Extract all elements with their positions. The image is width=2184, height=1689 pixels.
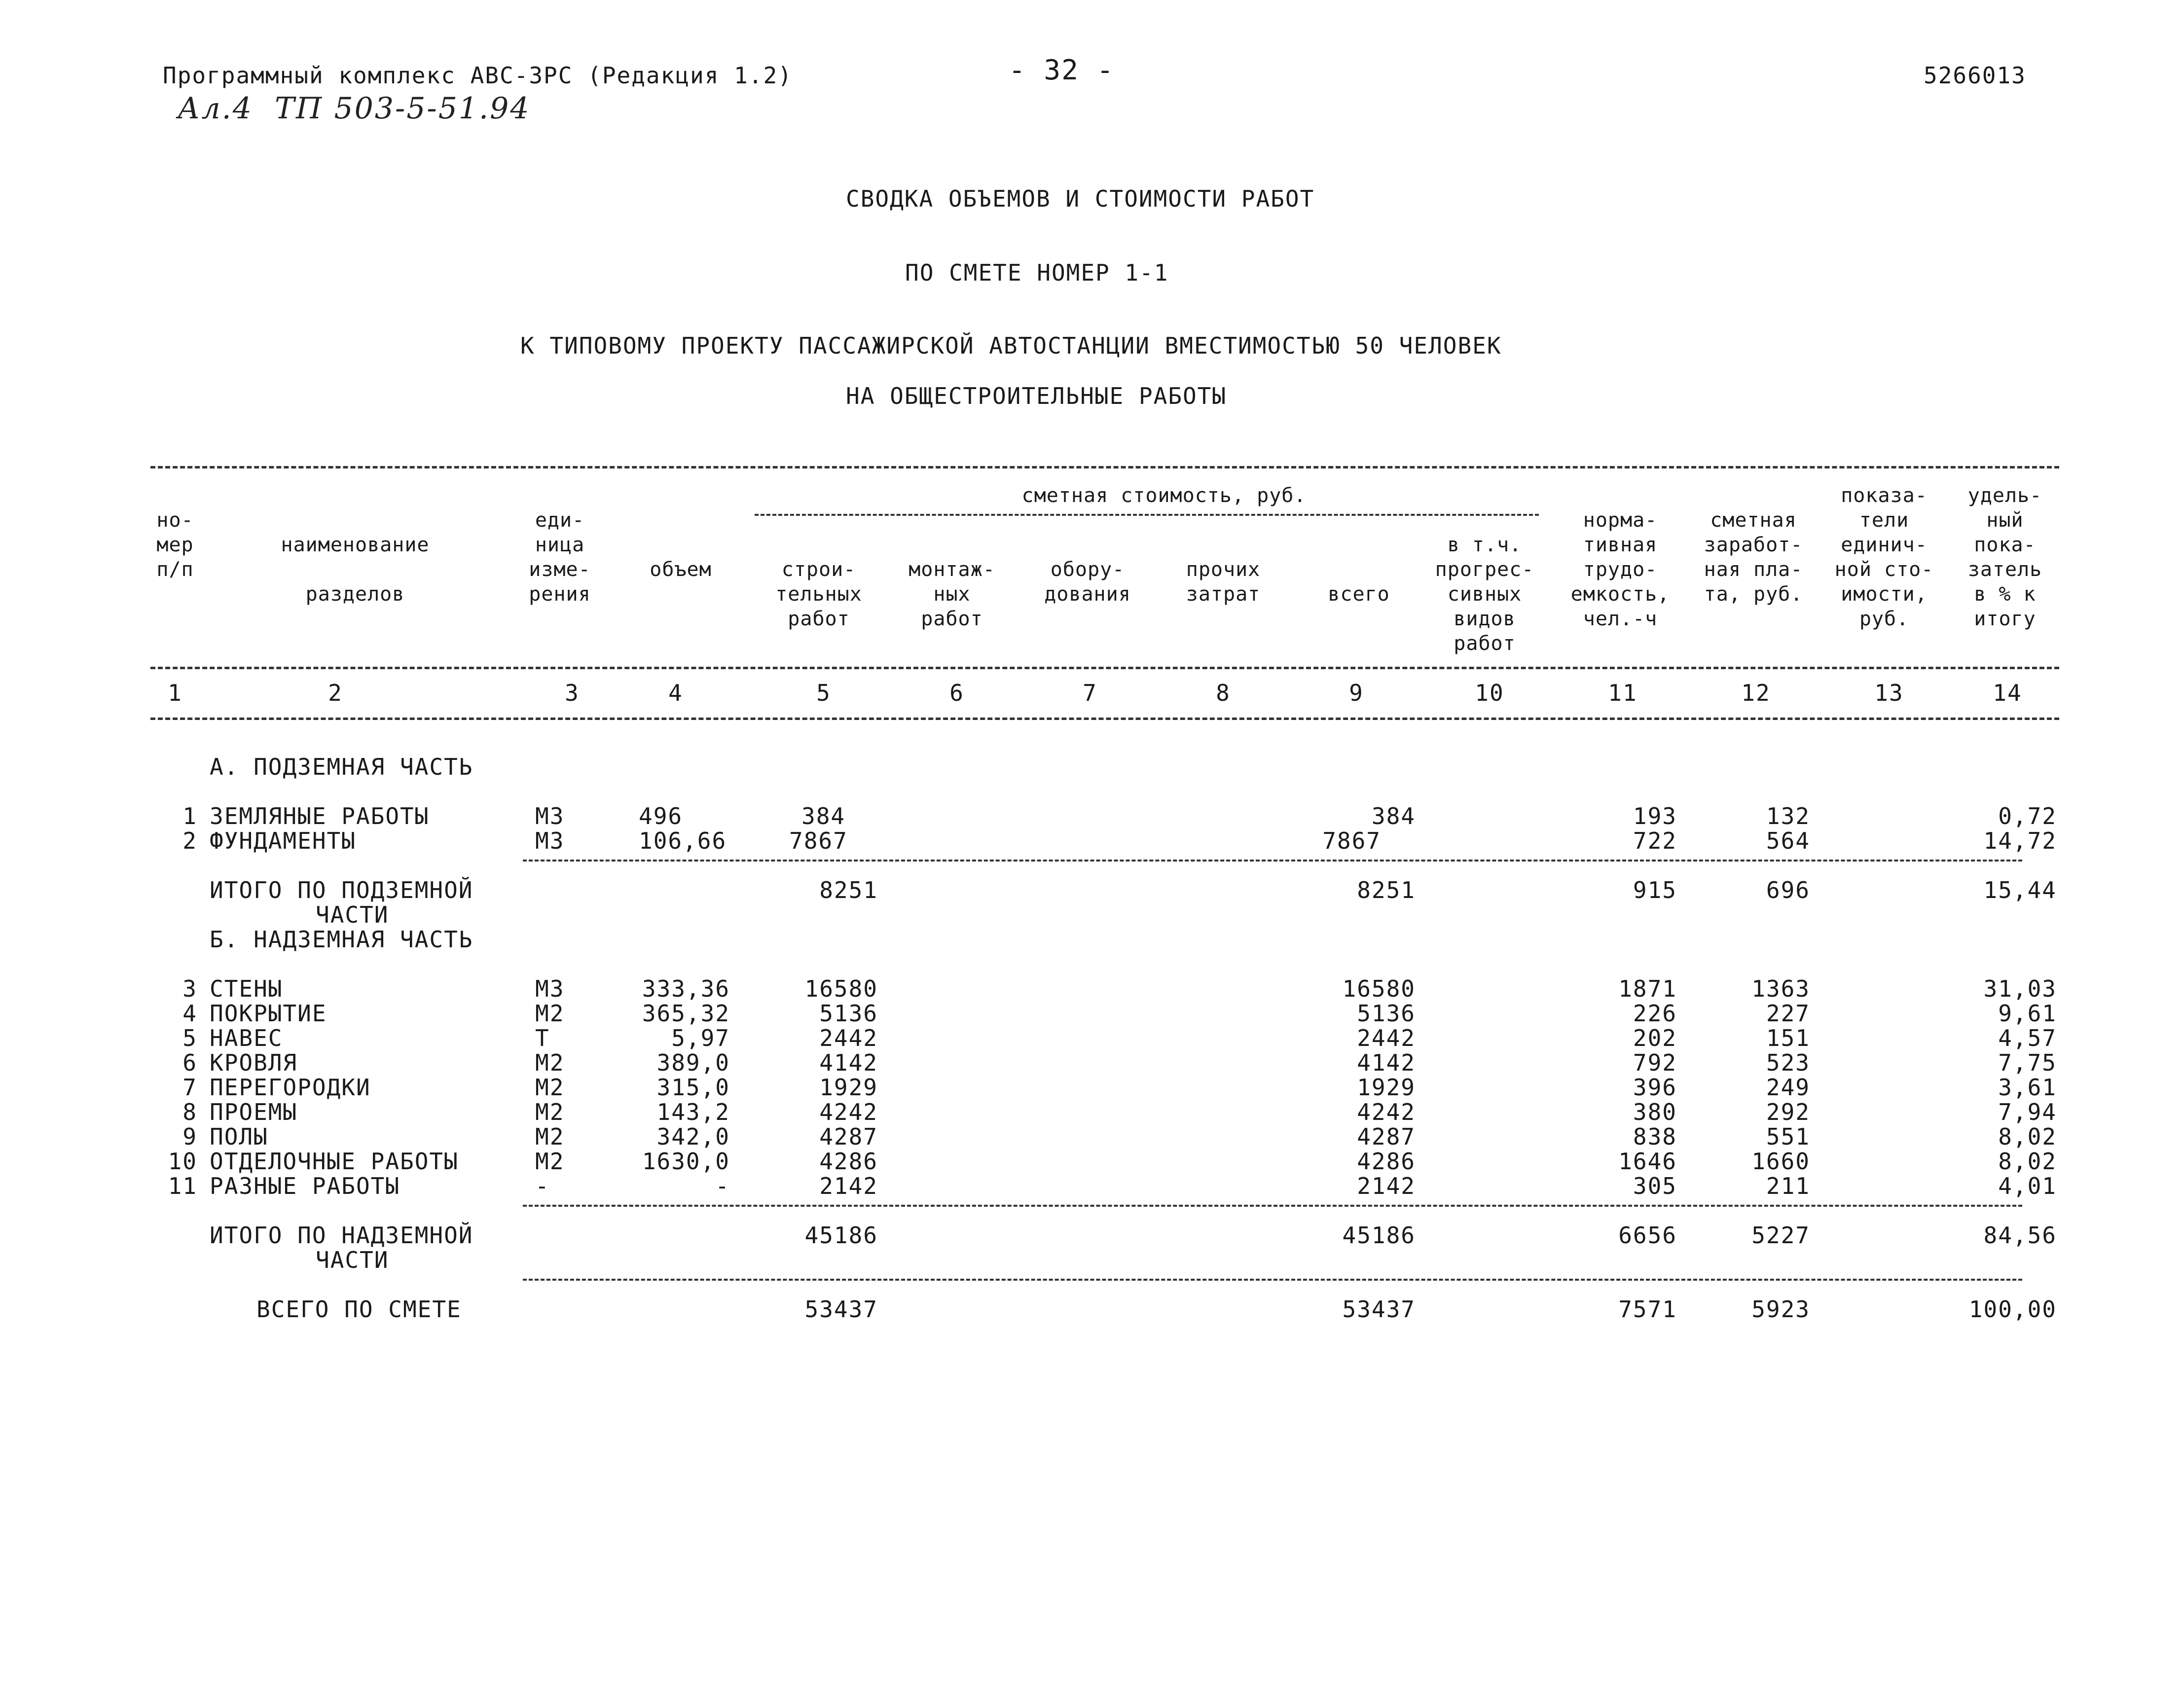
row-name: НАВЕС	[210, 1025, 283, 1051]
row-share: 0,72	[1998, 803, 2057, 829]
title-line-4: НА ОБЩЕСТРОИТЕЛЬНЫЕ РАБОТЫ	[846, 383, 1227, 409]
col-installation-header: монтаж- ных работ	[909, 558, 995, 630]
row-construction: 2442	[819, 1025, 878, 1051]
col-num: 6	[949, 680, 964, 706]
row-total: 16580	[1342, 975, 1416, 1002]
col-name-header-2: разделов	[305, 583, 405, 606]
col-number-header: но- мер п/п	[156, 509, 194, 581]
row-name: ПРОЕМЫ	[210, 1099, 298, 1125]
row-construction: 4142	[819, 1049, 878, 1076]
row-share: 4,57	[1998, 1025, 2057, 1051]
col-construction-header: строи- тельных работ	[775, 558, 862, 630]
row-number: 2	[182, 827, 197, 854]
row-total: 4286	[1357, 1148, 1416, 1175]
subtotal-label-2: ЧАСТИ	[316, 901, 389, 928]
row-construction: 5136	[819, 1000, 878, 1027]
row-name: СТЕНЫ	[210, 975, 283, 1002]
grand-total-total: 53437	[1342, 1296, 1416, 1323]
row-labor: 838	[1633, 1123, 1677, 1150]
row-labor: 1646	[1618, 1148, 1677, 1175]
row-wage: 551	[1766, 1123, 1810, 1150]
row-total: 5136	[1357, 1000, 1416, 1027]
row-volume: 342,0	[656, 1123, 730, 1150]
row-share: 31,03	[1983, 975, 2057, 1002]
row-construction: 4286	[819, 1148, 878, 1175]
col-labor-header: норма- тивная трудо- емкость, чел.-ч	[1570, 509, 1670, 630]
subtotal-construction: 45186	[804, 1222, 878, 1249]
row-volume: 315,0	[656, 1074, 730, 1101]
row-unit: М2	[535, 1000, 565, 1027]
row-construction: 2142	[819, 1173, 878, 1199]
col-unit-cost-header: показа- тели единич- ной сто- имости, руб.	[1834, 484, 1934, 630]
col-num: 3	[565, 680, 580, 706]
row-construction: 4287	[819, 1123, 878, 1150]
row-name: ЗЕМЛЯНЫЕ РАБОТЫ	[210, 803, 430, 829]
subtotal-label: ИТОГО ПО ПОДЗЕМНОЙ	[210, 877, 473, 903]
row-number: 10	[168, 1148, 197, 1175]
header-bottom-rule	[150, 718, 2059, 720]
col-num: 9	[1349, 680, 1364, 706]
row-wage: 211	[1766, 1173, 1810, 1199]
subtotal-wage: 5227	[1751, 1222, 1810, 1249]
row-unit: М2	[535, 1148, 565, 1175]
section-title: А. ПОДЗЕМНАЯ ЧАСТЬ	[210, 754, 473, 780]
handwritten-note: Ал.4 ТП 503-5-51.94	[178, 91, 531, 126]
row-number: 6	[182, 1049, 197, 1076]
row-wage: 1660	[1751, 1148, 1810, 1175]
col-num: 13	[1874, 680, 1904, 706]
col-num: 5	[816, 680, 831, 706]
row-labor: 792	[1633, 1049, 1677, 1076]
row-labor: 193	[1633, 803, 1677, 829]
row-volume: 1630,0	[642, 1148, 730, 1175]
subtotal-construction: 8251	[819, 877, 878, 903]
subtotal-labor: 6656	[1618, 1222, 1677, 1249]
row-name: ПОКРЫТИЕ	[210, 1000, 327, 1027]
row-labor: 226	[1633, 1000, 1677, 1027]
col-share-header: удель- ный пока- затель в % к итогу	[1967, 484, 2042, 630]
col-num: 8	[1216, 680, 1231, 706]
subtotal-rule	[523, 860, 2022, 862]
row-labor: 380	[1633, 1099, 1677, 1125]
subtotal-label-2: ЧАСТИ	[316, 1247, 389, 1273]
row-construction: 384	[801, 803, 846, 829]
header-top-rule	[150, 466, 2059, 468]
row-number: 9	[182, 1123, 197, 1150]
total-rule	[523, 1279, 2022, 1281]
row-name: ФУНДАМЕНТЫ	[210, 827, 356, 854]
title-line-3: К ТИПОВОМУ ПРОЕКТУ ПАССАЖИРСКОЙ АВТОСТАНЦИИ ВМЕСТИМОСТЬЮ 50 ЧЕЛОВЕК	[520, 332, 1502, 359]
row-number: 11	[168, 1173, 197, 1199]
row-number: 1	[182, 803, 197, 829]
row-labor: 396	[1633, 1074, 1677, 1101]
row-wage: 1363	[1751, 975, 1810, 1002]
row-share: 7,94	[1998, 1099, 2057, 1125]
subtotal-wage: 696	[1766, 877, 1810, 903]
row-labor: 202	[1633, 1025, 1677, 1051]
row-total: 384	[1371, 803, 1416, 829]
row-construction: 1929	[819, 1074, 878, 1101]
col-unit-header: еди- ница изме- рения	[529, 509, 591, 606]
row-labor: 722	[1633, 827, 1677, 854]
row-name: КРОВЛЯ	[210, 1049, 298, 1076]
row-number: 3	[182, 975, 197, 1002]
subtotal-rule	[523, 1205, 2022, 1207]
col-num: 4	[668, 680, 683, 706]
grand-total-labor: 7571	[1618, 1296, 1677, 1323]
row-number: 4	[182, 1000, 197, 1027]
col-wage-header: сметная заработ- ная пла- та, руб.	[1704, 509, 1803, 606]
row-unit: М2	[535, 1049, 565, 1076]
grand-total-label: ВСЕГО ПО СМЕТЕ	[256, 1296, 462, 1323]
title-line-1: СВОДКА ОБЪЕМОВ И СТОИМОСТИ РАБОТ	[846, 185, 1315, 212]
program-name: Программный комплекс АВС-3РС (Редакция 1.2)	[163, 62, 793, 89]
header-mid-rule	[150, 667, 2059, 669]
row-construction: 4242	[819, 1099, 878, 1125]
page-number: - 32 -	[1009, 54, 1115, 86]
col-num: 11	[1608, 680, 1638, 706]
row-total: 2142	[1357, 1173, 1416, 1199]
grand-total-share: 100,00	[1968, 1296, 2057, 1323]
subtotal-total: 45186	[1342, 1222, 1416, 1249]
row-name: ПЕРЕГОРОДКИ	[210, 1074, 371, 1101]
group-cost-rule	[755, 514, 1539, 516]
row-volume: 5,97	[671, 1025, 730, 1051]
col-num: 2	[328, 680, 343, 706]
col-name-header: наименование	[281, 534, 430, 556]
row-name: ПОЛЫ	[210, 1123, 268, 1150]
row-volume: -	[715, 1173, 730, 1199]
row-unit: М2	[535, 1123, 565, 1150]
row-volume: 496	[639, 803, 683, 829]
row-total: 1929	[1357, 1074, 1416, 1101]
row-labor: 305	[1633, 1173, 1677, 1199]
row-unit: М3	[535, 803, 565, 829]
row-volume: 333,36	[642, 975, 730, 1002]
row-name: РАЗНЫЕ РАБОТЫ	[210, 1173, 400, 1199]
row-share: 4,01	[1998, 1173, 2057, 1199]
subtotal-labor: 915	[1633, 877, 1677, 903]
subtotal-label: ИТОГО ПО НАДЗЕМНОЙ	[210, 1222, 473, 1249]
row-name: ОТДЕЛОЧНЫЕ РАБОТЫ	[210, 1148, 459, 1175]
row-construction: 7867	[789, 827, 848, 854]
subtotal-total: 8251	[1357, 877, 1416, 903]
row-construction: 16580	[804, 975, 878, 1002]
col-num: 7	[1083, 680, 1097, 706]
row-total: 4142	[1357, 1049, 1416, 1076]
row-unit: -	[535, 1173, 550, 1199]
col-num: 14	[1993, 680, 2022, 706]
row-wage: 151	[1766, 1025, 1810, 1051]
col-num: 12	[1741, 680, 1771, 706]
row-unit: М2	[535, 1099, 565, 1125]
row-volume: 389,0	[656, 1049, 730, 1076]
row-share: 7,75	[1998, 1049, 2057, 1076]
col-total-header: всего	[1328, 583, 1390, 606]
row-number: 7	[182, 1074, 197, 1101]
group-cost-label: сметная стоимость, руб.	[1021, 484, 1307, 507]
row-wage: 564	[1766, 827, 1810, 854]
row-share: 8,02	[1998, 1148, 2057, 1175]
row-volume: 365,32	[642, 1000, 730, 1027]
row-wage: 249	[1766, 1074, 1810, 1101]
row-wage: 523	[1766, 1049, 1810, 1076]
subtotal-share: 15,44	[1983, 877, 2057, 903]
subtotal-share: 84,56	[1983, 1222, 2057, 1249]
row-wage: 227	[1766, 1000, 1810, 1027]
row-total: 7867	[1322, 827, 1381, 854]
col-equipment-header: обору- дования	[1044, 558, 1131, 606]
row-wage: 132	[1766, 803, 1810, 829]
row-total: 2442	[1357, 1025, 1416, 1051]
col-num: 10	[1475, 680, 1504, 706]
col-volume-header: объем	[650, 558, 712, 581]
document-number: 5266013	[1924, 62, 2026, 89]
row-unit: Т	[535, 1025, 550, 1051]
row-share: 8,02	[1998, 1123, 2057, 1150]
row-unit: М3	[535, 827, 565, 854]
title-line-2: ПО СМЕТЕ НОМЕР 1-1	[905, 259, 1169, 286]
col-progressive-header: в т.ч. прогрес- сивных видов работ	[1435, 534, 1534, 655]
row-share: 3,61	[1998, 1074, 2057, 1101]
row-wage: 292	[1766, 1099, 1810, 1125]
row-share: 14,72	[1983, 827, 2057, 854]
col-num: 1	[168, 680, 182, 706]
grand-total-wage: 5923	[1751, 1296, 1810, 1323]
col-other-header: прочих затрат	[1186, 558, 1261, 606]
row-unit: М2	[535, 1074, 565, 1101]
grand-total-construction: 53437	[804, 1296, 878, 1323]
row-volume: 143,2	[656, 1099, 730, 1125]
row-share: 9,61	[1998, 1000, 2057, 1027]
row-labor: 1871	[1618, 975, 1677, 1002]
row-total: 4242	[1357, 1099, 1416, 1125]
row-total: 4287	[1357, 1123, 1416, 1150]
row-number: 8	[182, 1099, 197, 1125]
row-volume: 106,66	[639, 827, 727, 854]
row-unit: М3	[535, 975, 565, 1002]
section-title: Б. НАДЗЕМНАЯ ЧАСТЬ	[210, 926, 473, 953]
row-number: 5	[182, 1025, 197, 1051]
